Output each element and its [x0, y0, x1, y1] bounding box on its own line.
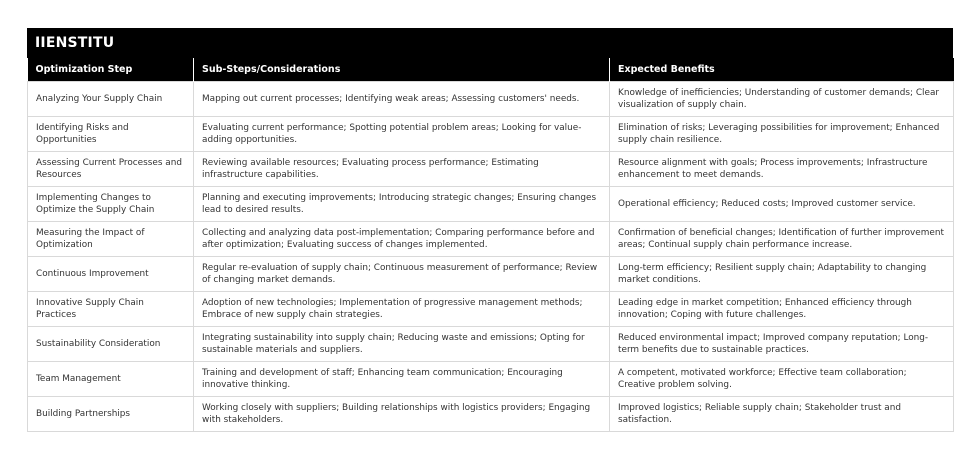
- cell-benefits: Resource alignment with goals; Process improvements; Infrastructure enhancement to meet demands.: [610, 152, 954, 187]
- brand-title: IIENSTITU: [27, 28, 953, 58]
- cell-benefits: Operational efficiency; Reduced costs; Improved customer service.: [610, 187, 954, 222]
- cell-substeps: Integrating sustainability into supply chain; Reducing waste and emissions; Opting for sustainable materials and suppliers.: [194, 327, 610, 362]
- cell-step: Innovative Supply Chain Practices: [28, 292, 194, 327]
- table-row: [28, 187, 954, 222]
- cell-benefits: Long-term efficiency; Resilient supply chain; Adaptability to changing market conditions.: [610, 257, 954, 292]
- cell-substeps: Regular re-evaluation of supply chain; Continuous measurement of performance; Review of changing market demands.: [194, 257, 610, 292]
- cell-benefits: Elimination of risks; Leveraging possibilities for improvement; Enhanced supply chain resilience.: [610, 117, 954, 152]
- cell-benefits: A competent, motivated workforce; Effective team collaboration; Creative problem solving.: [610, 362, 954, 397]
- header-row: [28, 58, 954, 82]
- cell-benefits: Reduced environmental impact; Improved company reputation; Long-term benefits due to sustainable practices.: [610, 327, 954, 362]
- cell-substeps: Working closely with suppliers; Building relationships with logistics providers; Engaging with stakeholders.: [194, 397, 610, 432]
- optimization-table: [27, 58, 954, 432]
- table-row: [28, 327, 954, 362]
- column-header-substeps: Sub-Steps/Considerations: [194, 58, 610, 82]
- cell-step: Identifying Risks and Opportunities: [28, 117, 194, 152]
- table-row: [28, 117, 954, 152]
- table-row: [28, 222, 954, 257]
- table-row: [28, 152, 954, 187]
- cell-substeps: Reviewing available resources; Evaluating process performance; Estimating infrastructure capabilities.: [194, 152, 610, 187]
- cell-substeps: Training and development of staff; Enhancing team communication; Encouraging innovative thinking.: [194, 362, 610, 397]
- cell-substeps: Evaluating current performance; Spotting potential problem areas; Looking for value-adding opportunities.: [194, 117, 610, 152]
- cell-step: Team Management: [28, 362, 194, 397]
- cell-benefits: Improved logistics; Reliable supply chain; Stakeholder trust and satisfaction.: [610, 397, 954, 432]
- cell-substeps: Collecting and analyzing data post-implementation; Comparing performance before and after optimization; Evaluating success of changes implemented.: [194, 222, 610, 257]
- cell-step: Sustainability Consideration: [28, 327, 194, 362]
- table-container: [27, 28, 953, 432]
- cell-step: Assessing Current Processes and Resources: [28, 152, 194, 187]
- cell-benefits: Knowledge of inefficiencies; Understanding of customer demands; Clear visualization of supply chain.: [610, 82, 954, 117]
- cell-benefits: Confirmation of beneficial changes; Identification of further improvement areas; Continual supply chain performance increase.: [610, 222, 954, 257]
- column-header-step: Optimization Step: [28, 58, 194, 82]
- cell-step: Implementing Changes to Optimize the Supply Chain: [28, 187, 194, 222]
- table-row: [28, 362, 954, 397]
- table-row: [28, 397, 954, 432]
- cell-substeps: Mapping out current processes; Identifying weak areas; Assessing customers' needs.: [194, 82, 610, 117]
- cell-step: Analyzing Your Supply Chain: [28, 82, 194, 117]
- cell-substeps: Planning and executing improvements; Introducing strategic changes; Ensuring changes lead to desired results.: [194, 187, 610, 222]
- cell-substeps: Adoption of new technologies; Implementation of progressive management methods; Embrace of new supply chain strategies.: [194, 292, 610, 327]
- cell-step: Continuous Improvement: [28, 257, 194, 292]
- cell-step: Building Partnerships: [28, 397, 194, 432]
- table-row: [28, 292, 954, 327]
- cell-benefits: Leading edge in market competition; Enhanced efficiency through innovation; Coping with future challenges.: [610, 292, 954, 327]
- column-header-benefits: Expected Benefits: [610, 58, 954, 82]
- table-row: [28, 257, 954, 292]
- table-row: [28, 82, 954, 117]
- table-body: [28, 82, 954, 432]
- cell-step: Measuring the Impact of Optimization: [28, 222, 194, 257]
